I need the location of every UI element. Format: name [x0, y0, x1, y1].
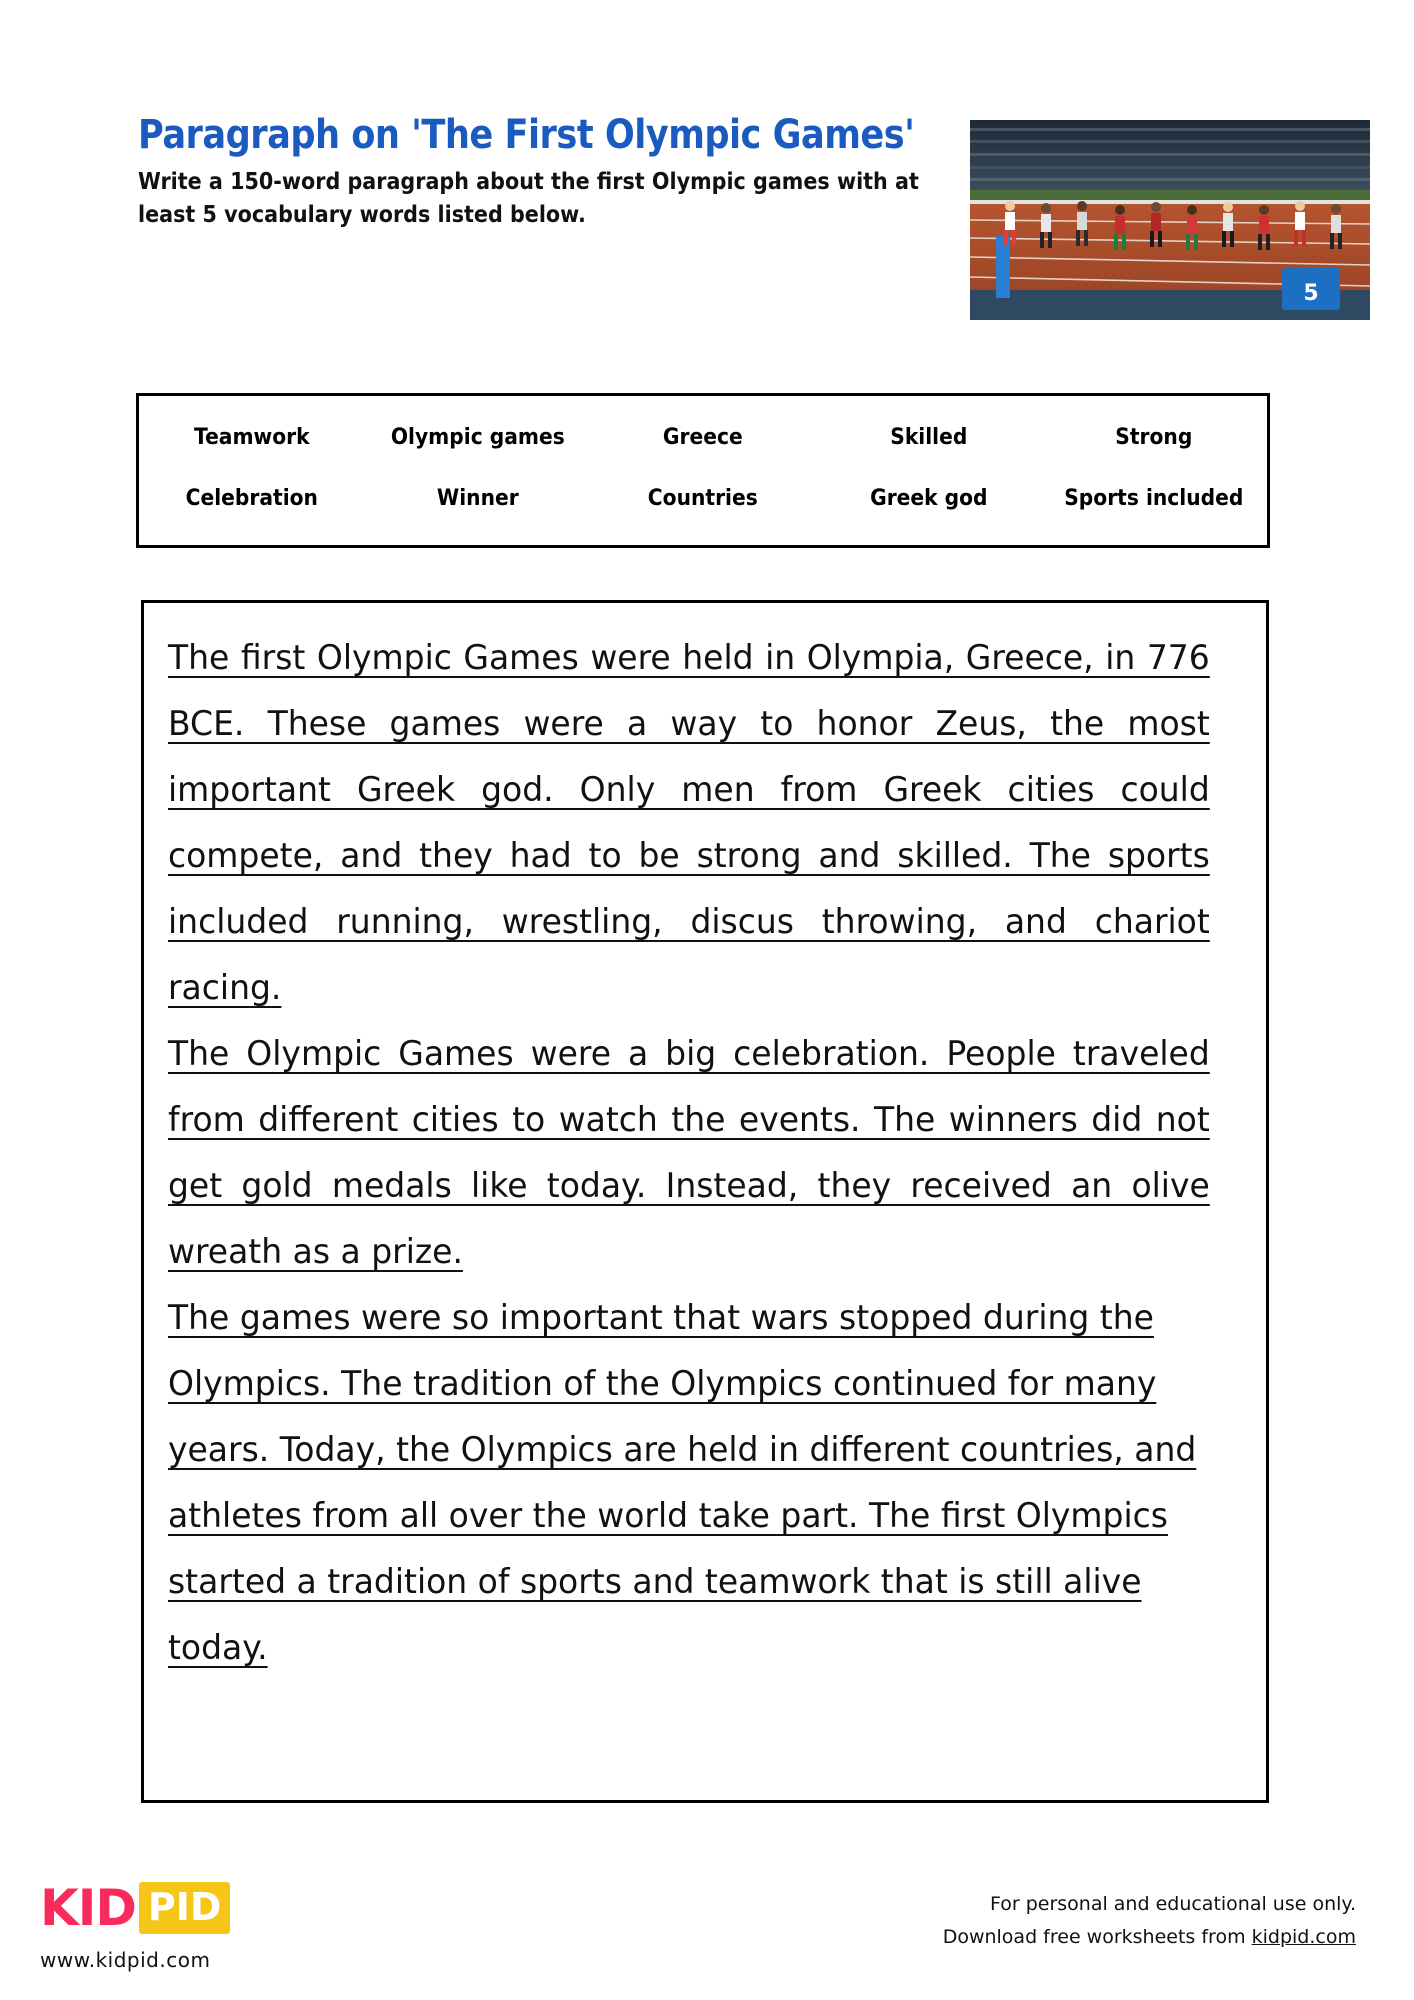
vocabulary-word: Celebration	[185, 486, 318, 511]
answer-paragraph-3-text: The games were so important that wars stopped during the Olympics. The tradition of the Olympics continued for many years. Today, the Olympics are held in different countries, and athletes from all over the world take part. The first Olympics started a tradition of sports and teamwork that is still alive today.	[168, 1298, 1197, 1668]
vocabulary-row-1	[139, 406, 1267, 469]
vocabulary-word: Teamwork	[193, 425, 310, 450]
svg-text:5: 5	[1303, 281, 1319, 306]
kidpid-link[interactable]: kidpid.com	[1251, 1926, 1356, 1949]
logo-pid-text: PID	[139, 1882, 231, 1934]
vocabulary-word: Winner	[436, 486, 519, 511]
answer-text-body	[168, 625, 1242, 1681]
answer-paragraph-1-text: The first Olympic Games were held in Olympia, Greece, in 776 BCE. These games were a way to honor Zeus, the most important Greek god. Only men from Greek cities could compete, and they had to be strong and skilled. The sports included running, wrestling, discus throwing, and chariot racing.	[168, 638, 1210, 1008]
vocabulary-word: Countries	[648, 486, 758, 511]
answer-paragraph-2	[168, 1021, 1210, 1285]
answer-paragraph-1	[168, 625, 1210, 1021]
vocabulary-word: Skilled	[890, 425, 968, 450]
answer-area[interactable]	[141, 600, 1269, 1803]
vocabulary-word: Sports included	[1064, 486, 1244, 511]
vocabulary-word: Greece	[663, 425, 743, 450]
kidpid-logo[interactable]	[40, 1880, 300, 1972]
vocabulary-word: Strong	[1115, 425, 1193, 450]
vocabulary-word: Olympic games	[390, 425, 565, 450]
vocabulary-word-bank	[136, 393, 1270, 548]
logo-website-url: www.kidpid.com	[40, 1948, 211, 1972]
logo-kid-text: KID	[40, 1879, 136, 1937]
footer-notice-prefix: Download free worksheets from	[942, 1926, 1252, 1949]
answer-paragraph-3	[168, 1285, 1210, 1681]
vocabulary-word: Greek god	[869, 486, 988, 511]
photo-illustration	[970, 120, 1370, 320]
footer-notice	[943, 1888, 1356, 1955]
footer-notice-line-1: For personal and educational use only.	[989, 1893, 1356, 1915]
logo-mark	[40, 1880, 300, 1936]
worksheet-instruction: Write a 150-word paragraph about the first Olympic games with at least 5 vocabulary words listed below.	[138, 169, 919, 228]
olympic-track-race-photo	[970, 120, 1370, 320]
vocabulary-row-2	[139, 467, 1267, 530]
header-text-block	[138, 112, 958, 231]
page-title: Paragraph on 'The First Olympic Games'	[138, 112, 915, 158]
page-footer	[0, 1880, 1414, 2000]
answer-paragraph-2-text: The Olympic Games were a big celebration. People traveled from different cities to watch the events. The winners did not get gold medals like today. Instead, they received an olive wreath as a prize.	[168, 1034, 1210, 1272]
footer-notice-line-2	[943, 1921, 1356, 1954]
